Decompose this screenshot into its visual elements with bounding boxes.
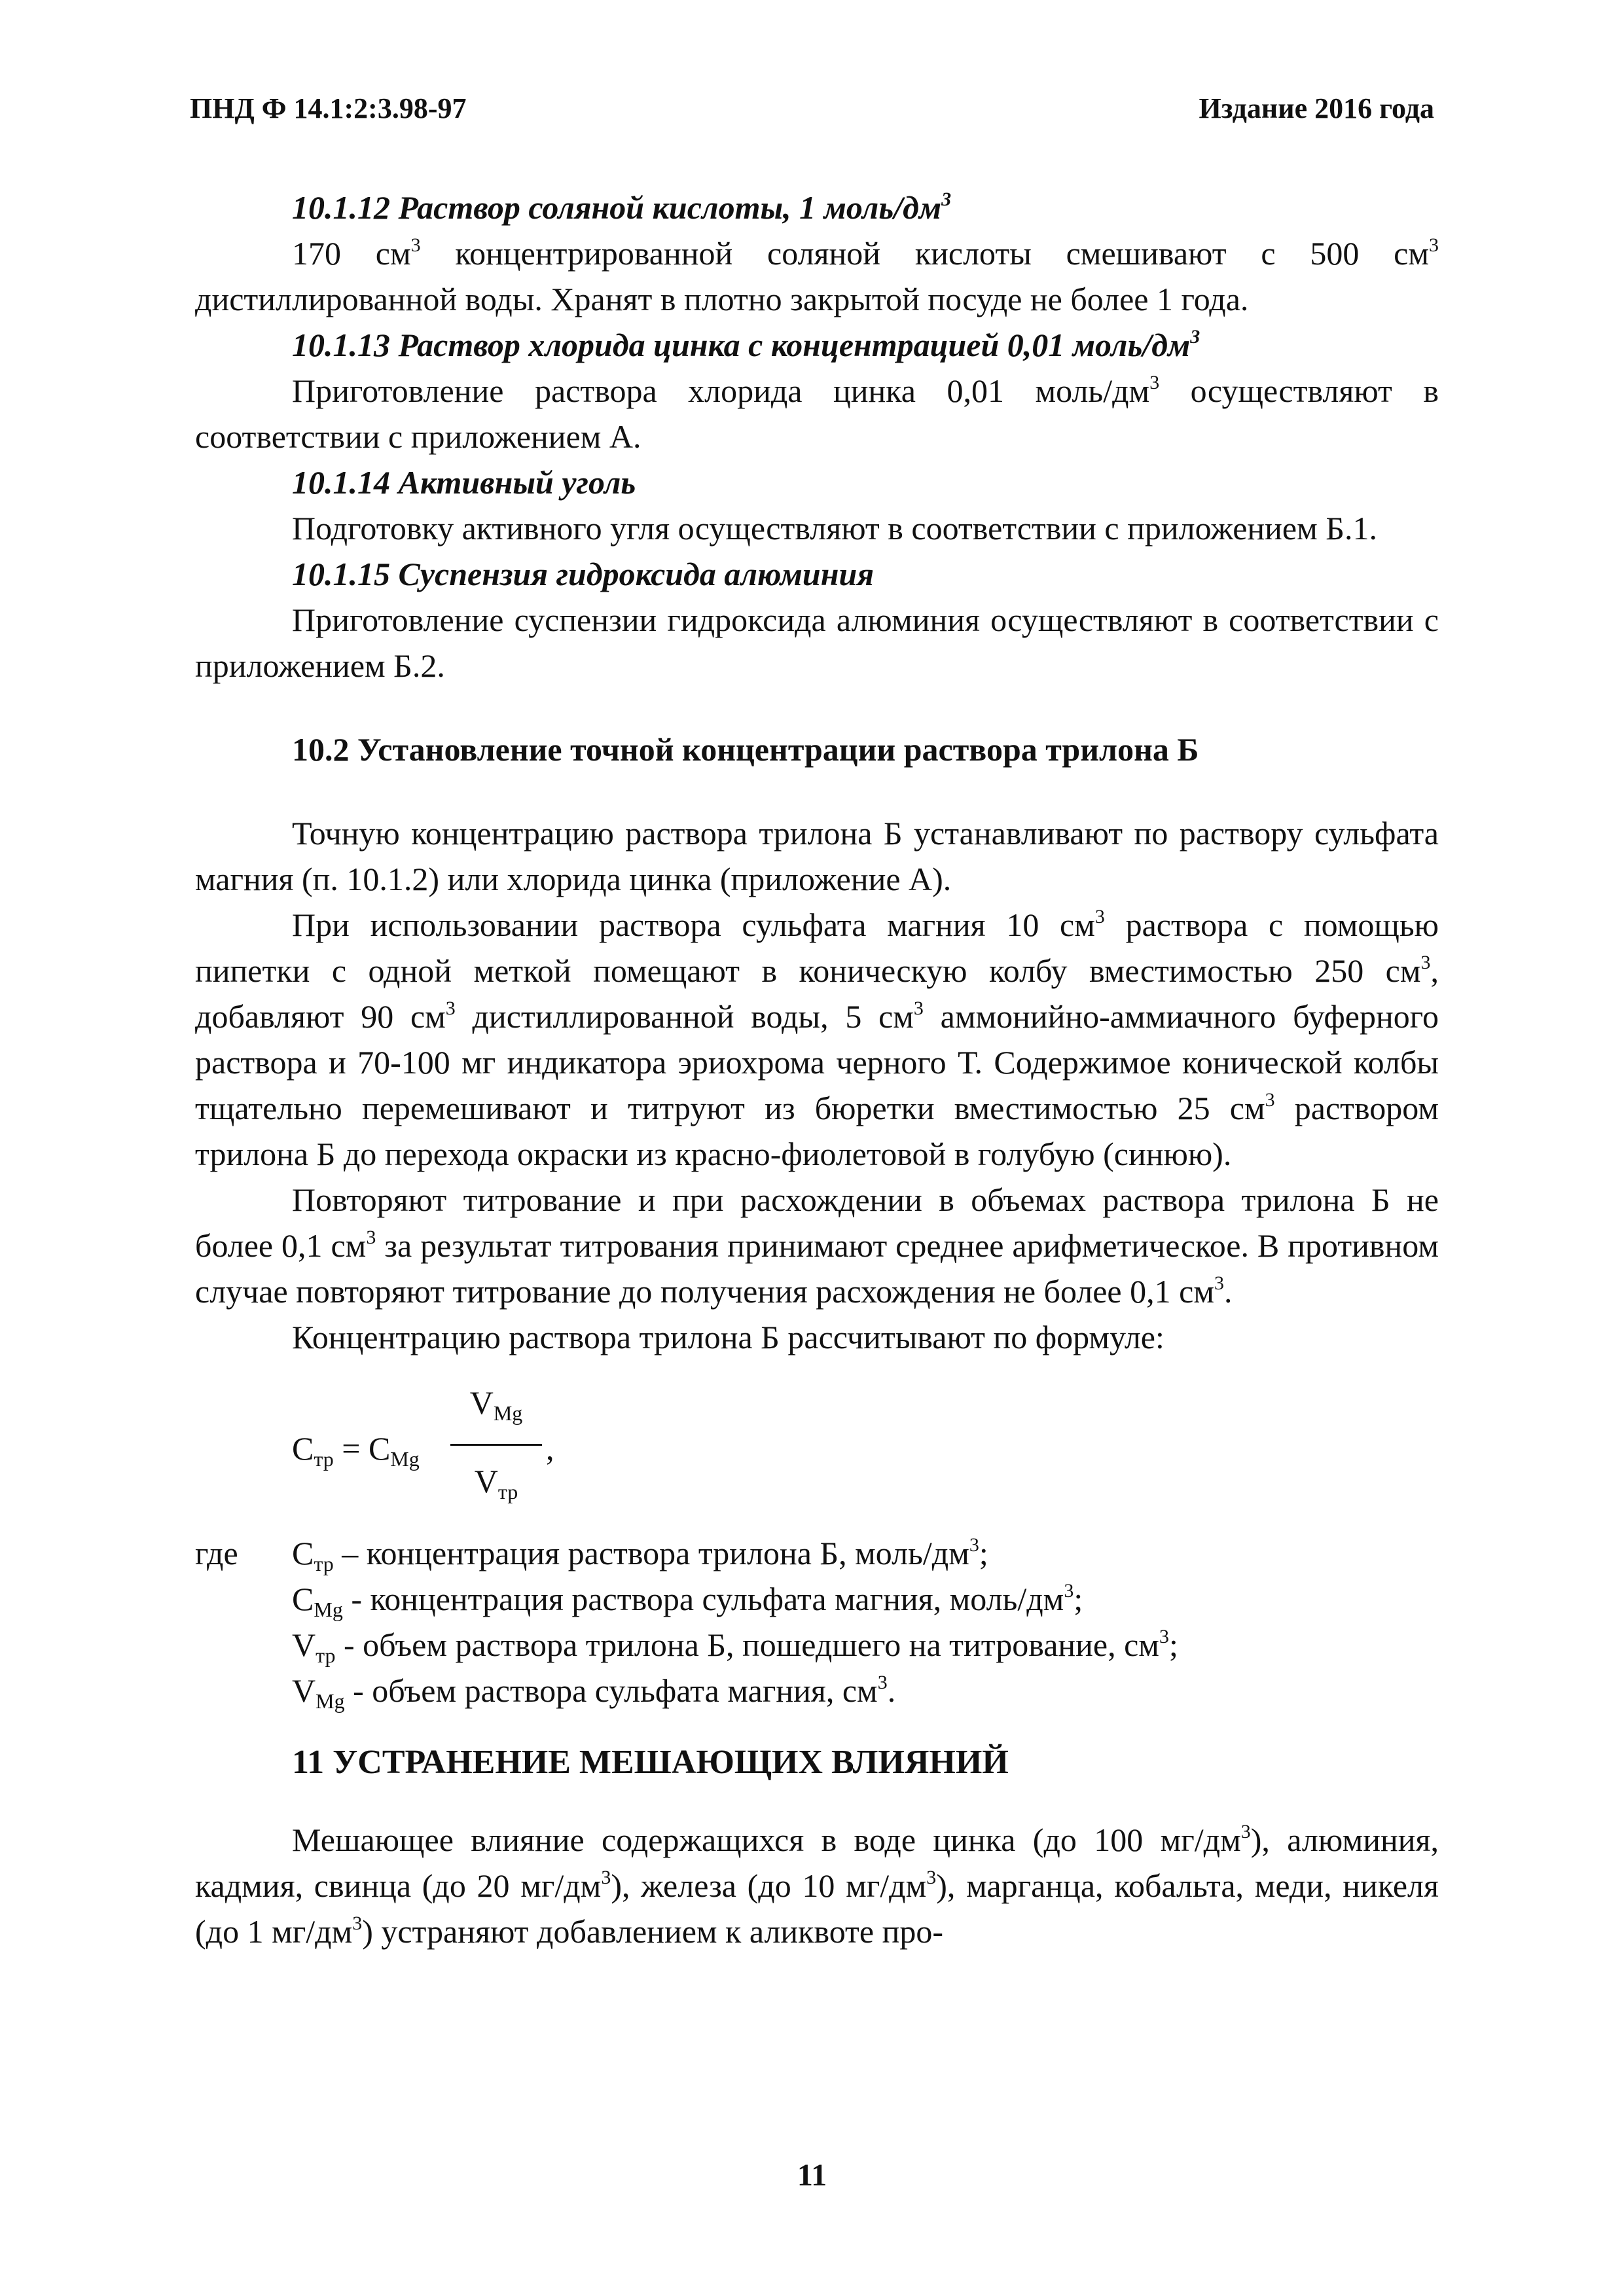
formula-comma: , — [546, 1430, 554, 1467]
paragraph-11-1: Мешающее влияние содержащихся в воде цинка (до 100 $мг/дм^3$), алюминия, кадмия, свинца (до 20 $мг/дм^3$), железа (до 10 $мг/дм^3$), марганца, кобальта, меди, никеля (до 1 $мг/дм^3$) устраняют добавлением к аликвоте про- — [195, 1821, 1439, 1950]
running-header — [190, 92, 1434, 137]
paragraph-10-1-13: Приготовление раствора хлорида цинка 0,01 моль/$дм^3$ осуществляют в соответствии с приложением А. — [195, 372, 1439, 455]
paragraph-10-2-3: Повторяют титрование и при расхождении в объемах раствора трилона Б не более 0,1 $см^3$ за результат титрования принимают среднее арифметическое. В противном случае повторяют титрование до получения расхождения не более 0,1 $см^3$. — [195, 1181, 1439, 1310]
definition-c-tr: $C_{тр}$ – концентрация раствора трилона Б, моль/$дм^3$; — [292, 1534, 988, 1575]
paragraph-10-2-1: Точную концентрацию раствора трилона Б устанавливают по раствору сульфата магния (п. 10.1.2) или хлорида цинка (приложение А). — [195, 815, 1439, 897]
page-body — [195, 185, 1439, 1954]
paragraph-10-1-14: Подготовку активного угля осуществляют в соответствии с приложением Б.1. — [292, 510, 1377, 547]
formula-definitions — [195, 1530, 1439, 1713]
page-number: 11 — [797, 2158, 827, 2193]
subsection-heading-10-1-14: 10.1.14 Активный уголь — [292, 464, 636, 501]
definition-c-mg: $C_{Mg}$ - концентрация раствора сульфата магния, моль/$дм^3$; — [292, 1580, 1083, 1621]
section-heading-11: 11 УСТРАНЕНИЕ МЕШАЮЩИХ ВЛИЯНИЙ — [292, 1744, 1009, 1781]
fraction-bar — [450, 1444, 542, 1446]
definition-v-tr: $V_{тр}$ - объем раствора трилона Б, пошедшего на титрование, $см^3$; — [292, 1626, 1178, 1667]
subsection-heading-10-1-13: 10.1.13 Раствор хлорида цинка с концентрацией 0,01 моль/$дм^3$ — [292, 326, 1200, 363]
subsection-heading-10-1-15: 10.1.15 Суспензия гидроксида алюминия — [292, 556, 875, 592]
formula-numerator: $V_{Mg}$ — [469, 1384, 523, 1425]
paragraph-10-1-12: 170 $см^3$ концентрированной соляной кислоты смешивают с 500 $см^3$ дистиллированной воды. Хранят в плотно закрытой посуде не более 1 года. — [195, 234, 1439, 317]
edition-label: Издание 2016 года — [1199, 92, 1434, 124]
section-heading-10-2: 10.2 Установление точной концентрации раствора трилона Б — [292, 731, 1199, 768]
formula-lhs: $C_{тр} = C_{Mg}$ — [292, 1430, 420, 1471]
subsection-heading-10-1-12: 10.1.12 Раствор соляной кислоты, 1 моль/$дм^3$ — [292, 188, 952, 226]
formula-trilon-concentration — [195, 1380, 1439, 1517]
definition-v-mg: $V_{Mg}$ - объем раствора сульфата магния, $см^3$. — [292, 1672, 896, 1713]
paragraph-10-2-2: При использовании раствора сульфата магния 10 $см^3$ раствора с помощью пипетки с одной меткой помещают в коническую колбу вместимостью 250 $см^3$, добавляют 90 $см^3$ дистиллированной воды, 5 $см^3$ аммонийно-аммиачного буферного раствора и 70-100 мг индикатора эриохрома черного Т. Содержимое конической колбы тщательно перемешивают и титруют из бюретки вместимостью 25 $см^3$ раствором трилона Б до перехода окраски из красно-фиолетовой в голубую (синюю). — [195, 906, 1439, 1172]
paragraph-10-1-15: Приготовление суспензии гидроксида алюминия осуществляют в соответствии с приложением Б.2. — [195, 601, 1439, 684]
document-code: ПНД Ф 14.1:2:3.98-97 — [190, 92, 467, 124]
formula-denominator: $V_{тр}$ — [474, 1463, 518, 1503]
paragraph-10-2-4: Концентрацию раствора трилона Б рассчитывают по формуле: — [292, 1319, 1164, 1355]
where-label: где — [195, 1535, 238, 1571]
